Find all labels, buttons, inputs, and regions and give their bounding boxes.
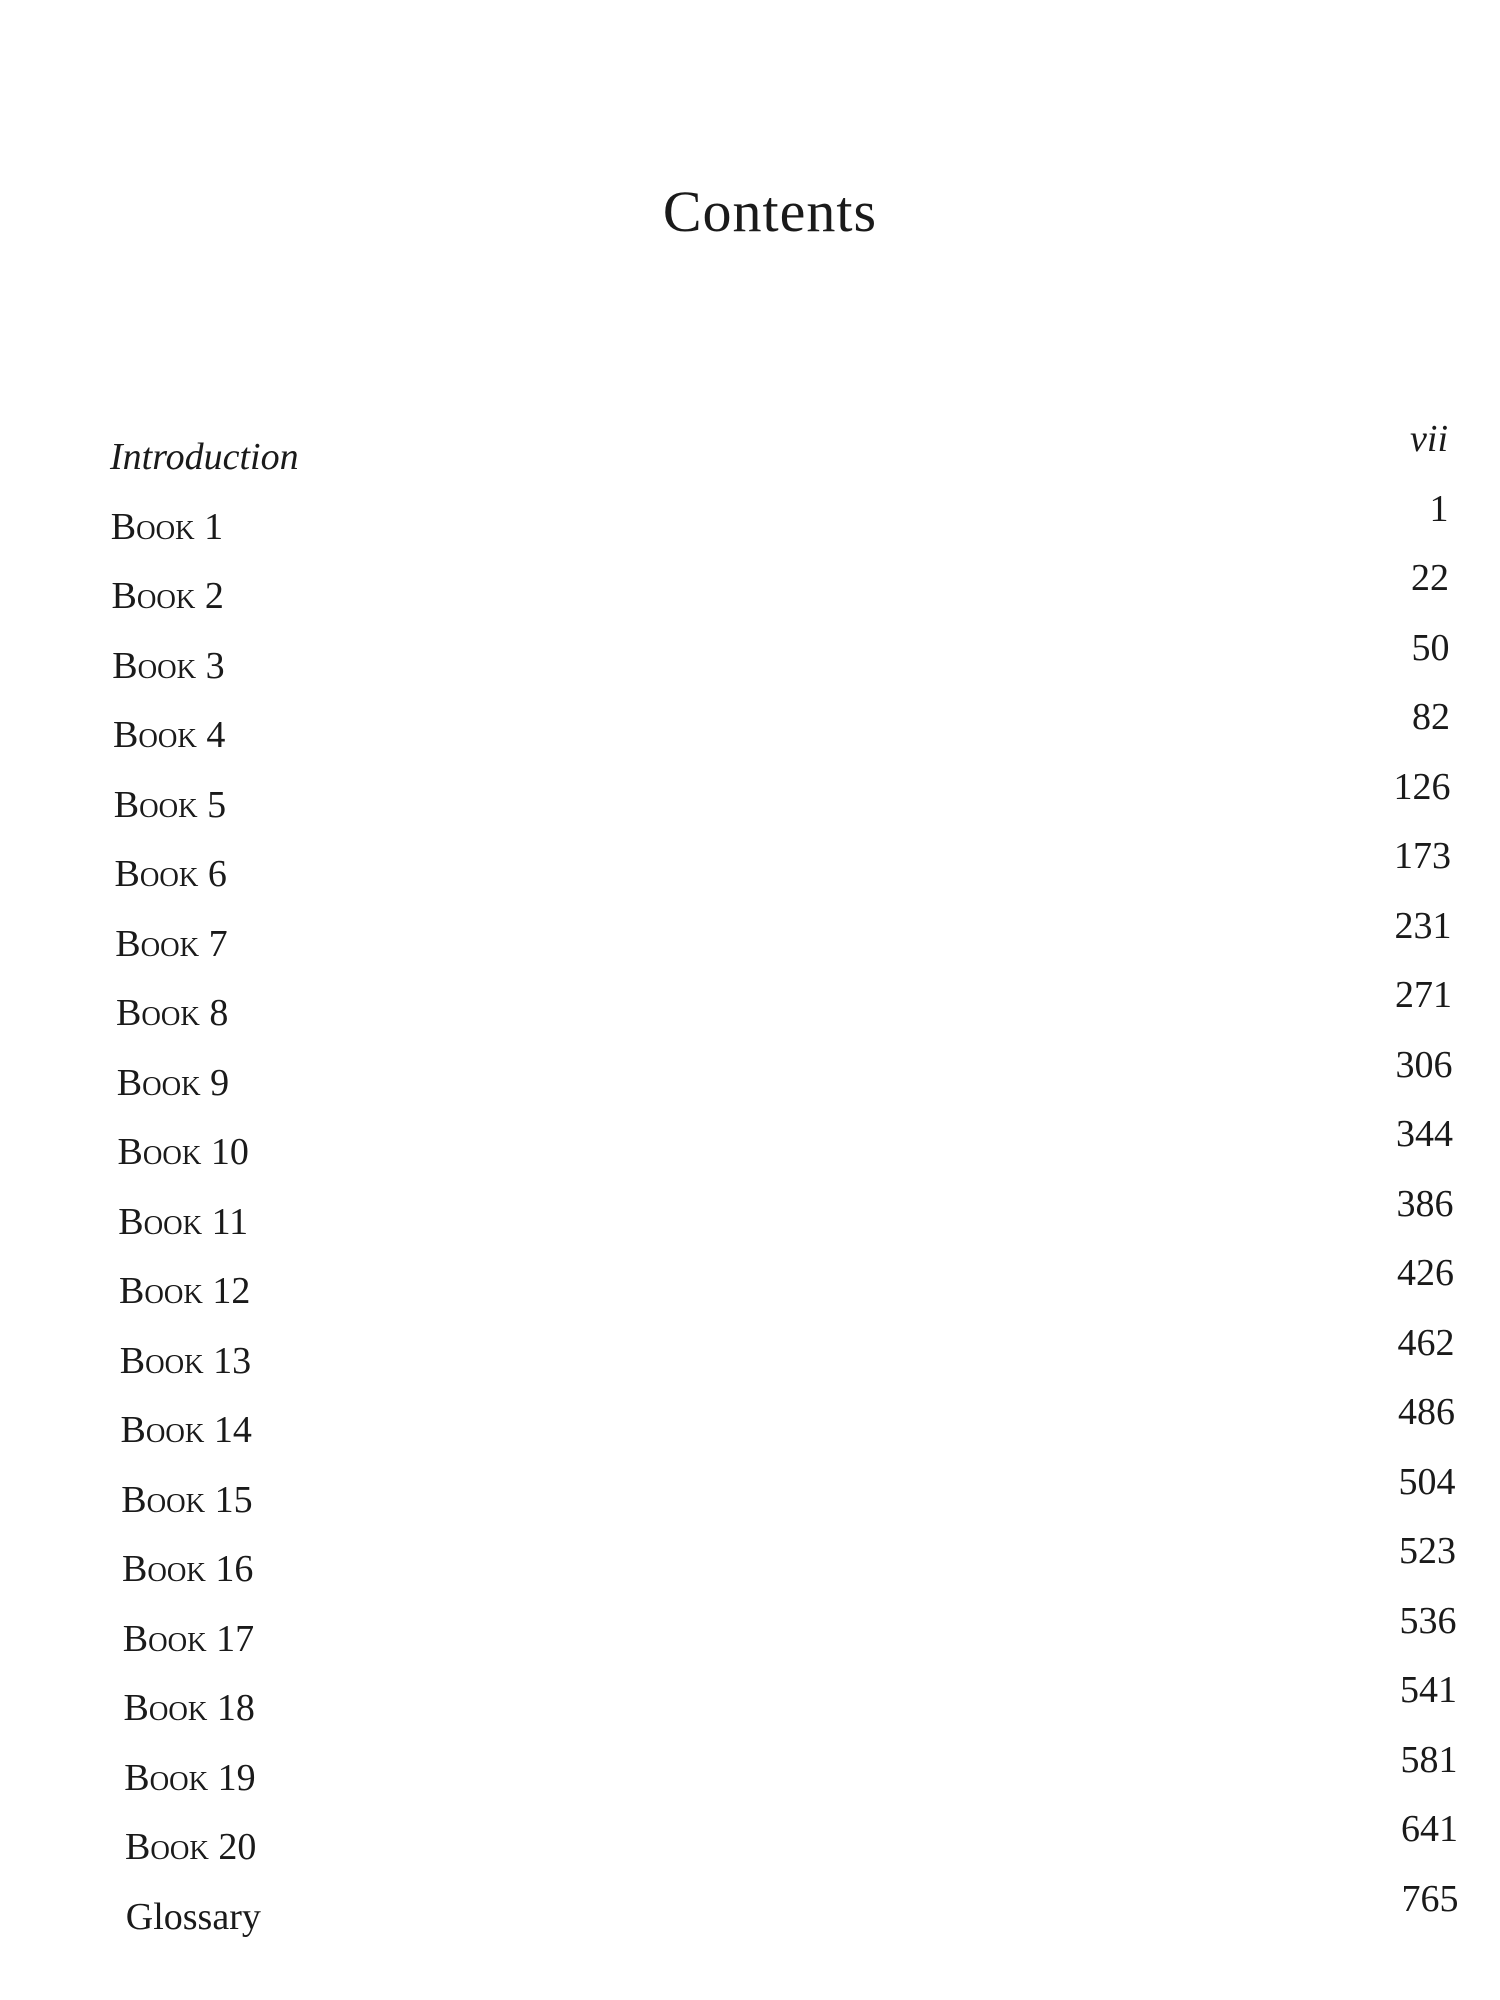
toc-entry-label: Book 6 — [114, 853, 227, 895]
toc-entry-page-number: vii — [1410, 418, 1448, 460]
page-title: Contents — [662, 179, 878, 244]
toc-entry-label: Book 5 — [113, 783, 227, 826]
toc-entry-page-number: 641 — [1401, 1808, 1458, 1850]
toc-entry-label: Book 11 — [118, 1200, 249, 1243]
toc-entry-page-number: 271 — [1395, 974, 1452, 1016]
toc-entry-page-number: 50 — [1411, 626, 1450, 669]
toc-entry-page-number: 82 — [1412, 696, 1450, 738]
toc-entry-label: Book 4 — [113, 714, 226, 756]
toc-entry-label: Introduction — [110, 436, 299, 478]
toc-entry-label: Book 14 — [120, 1409, 252, 1451]
toc-entry-page-number: 765 — [1401, 1877, 1459, 1920]
toc-entry-page-number: 462 — [1397, 1321, 1455, 1364]
toc-entry-page-number: 344 — [1396, 1113, 1453, 1155]
toc-entry-label: Book 12 — [119, 1270, 251, 1312]
toc-entry-page-number: 426 — [1397, 1252, 1454, 1294]
toc-entry-page-number: 173 — [1394, 835, 1451, 877]
toc-entry-label: Book 19 — [124, 1756, 256, 1799]
toc-entry-label: Book 16 — [122, 1548, 254, 1590]
toc-entry-page-number: 486 — [1398, 1391, 1455, 1433]
toc-entry-page-number: 541 — [1400, 1669, 1457, 1711]
toc-entry-page-number: 581 — [1400, 1738, 1458, 1781]
toc-entry-page-number: 386 — [1396, 1182, 1454, 1225]
toc-entry-page-number: 523 — [1399, 1530, 1456, 1572]
toc-entry-label: Book 17 — [122, 1617, 255, 1660]
toc-entry-label: Book 13 — [119, 1339, 252, 1382]
toc-entry-page-number: 306 — [1395, 1043, 1453, 1086]
toc-entry-label: Book 9 — [116, 1061, 230, 1104]
toc-entry-label: Book 7 — [115, 922, 228, 965]
toc-entry-page-number: 504 — [1398, 1460, 1456, 1503]
toc-entry-label: Book 15 — [121, 1478, 253, 1521]
toc-entry-page-number: 231 — [1394, 904, 1452, 947]
toc-entry-label: Book 1 — [110, 505, 224, 548]
toc-entry-label: Book 18 — [123, 1687, 255, 1729]
toc-entry-label: Book 8 — [116, 992, 229, 1034]
toc-entry-label: Book 3 — [112, 644, 225, 687]
toc-entry-page-number: 22 — [1411, 557, 1449, 599]
toc-entry-label: Book 2 — [111, 575, 224, 617]
toc-entry-page-number: 536 — [1399, 1599, 1457, 1642]
toc-entry-label: Glossary — [125, 1895, 261, 1938]
toc-entry-page-number: 1 — [1429, 487, 1449, 530]
toc-entry-label: Book 20 — [125, 1826, 257, 1868]
toc-entry-label: Book 10 — [117, 1131, 249, 1173]
toc-entry-page-number: 126 — [1393, 765, 1451, 808]
